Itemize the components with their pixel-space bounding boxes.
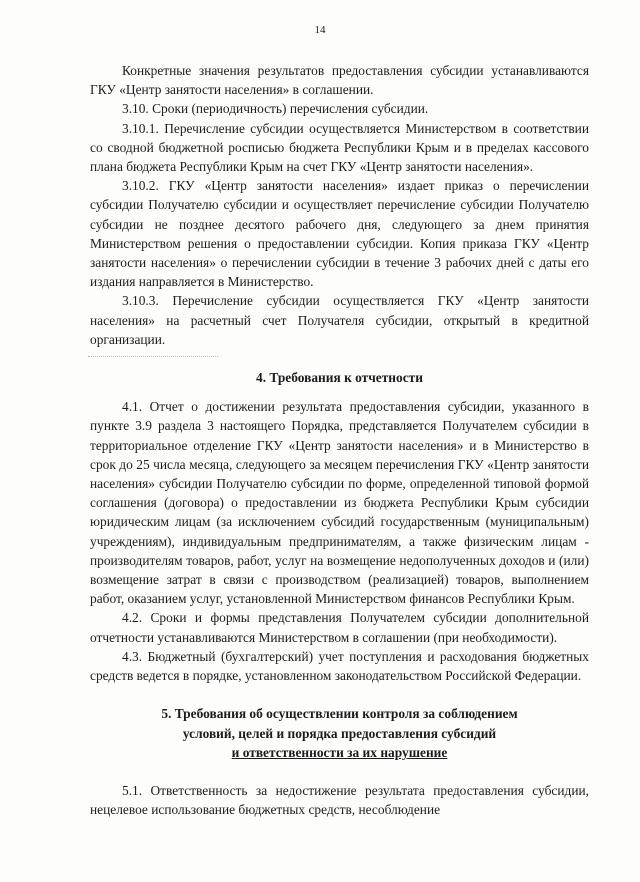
section-5-heading-line-3: и ответственности за их нарушение xyxy=(231,744,448,760)
paragraph-3-10-3: 3.10.3. Перечисление субсидии осуществляется ГКУ «Центр занятости населения» на расчетный счет Получателя субсидии, открытый в кредитной организации. xyxy=(90,293,589,347)
paragraph-3-10: 3.10. Сроки (периодичность) перечисления субсидии. xyxy=(122,101,429,117)
section-5-heading-line-1: 5. Требования об осуществлении контроля за соблюдением xyxy=(161,706,518,722)
paragraph-4-1: 4.1. Отчет о достижении результата предоставления субсидии, указанного в пункте 3.9 раздела 3 настоящего Порядка, представляется Получателем субсидии в территориальное отделение ГКУ «Центр занятости населения» и в Министерство в срок до 25 числа месяца, следующего за месяцем перечисления ГКУ «Центр занятости населения» субсидии Получателю субсидии по форме, определенной типовой формой соглашения (договора) о предоставлении из бюджета Республики Крым субсидии юридическим лицам (за исключением субсидий государственным (муниципальным) учреждениям), индивидуальным предпринимателям, а также физическим лицам - производителям товаров, работ, услуг на возмещение недополученных доходов и (или) возмещение затрат в связи с производством (реализацией) товаров, выполнением работ, оказанием услуг, установленной Министерством финансов Республики Крым. xyxy=(90,399,589,607)
section-5-heading-line-2: условий, целей и порядка предоставления субсидий xyxy=(182,725,497,741)
paragraph-3-10-1: 3.10.1. Перечисление субсидии осуществляется Министерством в соответствии со сводной бюджетной росписью бюджета Республики Крым и в пределах кассового плана бюджета Республики Крым на счет ГКУ «Центр занятости населения». xyxy=(90,120,589,175)
paragraph-3-10-2: 3.10.2. ГКУ «Центр занятости населения» издает приказ о перечислении субсидии Получателю субсидии и осуществляет перечисление субсидии Получателю субсидии не позднее десятого рабочего дня, следующего за днем принятия Министерством решения о предоставлении субсидии. Копия приказа ГКУ «Центр занятости населения» о перечислении субсидии в течение 3 рабочих дней с даты его издания направляется в Министерство. xyxy=(90,178,589,290)
document-body xyxy=(90,61,589,819)
section-4-heading: 4. Требования к отчетности xyxy=(256,370,423,386)
paragraph-4-3: 4.3. Бюджетный (бухгалтерский) учет поступления и расходования бюджетных средств ведется в порядке, установленном законодательством Российской Федерации. xyxy=(90,648,589,684)
paragraph-4-2: 4.2. Сроки и формы представления Получателем субсидии дополнительной отчетности устанавливаются Министерством в соглашении (при необходимости). xyxy=(90,610,589,645)
paragraph-results-values: Конкретные значения результатов предоставления субсидии устанавливаются ГКУ «Центр занятости населения» в соглашении. xyxy=(90,63,589,98)
page-number: 14 xyxy=(314,24,326,36)
paragraph-5-1: 5.1. Ответственность за недостижение результата предоставления субсидии, нецелевое использование бюджетных средств, несоблюдение xyxy=(90,782,589,818)
section-5-heading xyxy=(90,704,589,762)
